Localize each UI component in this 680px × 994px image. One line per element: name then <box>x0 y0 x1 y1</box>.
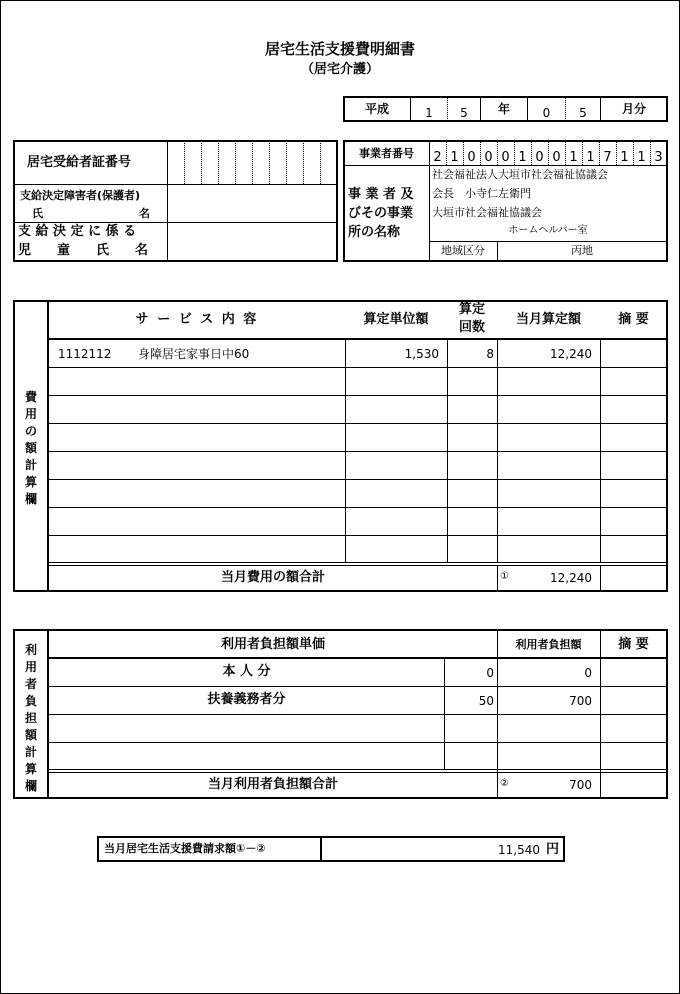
provider-digit: 0 <box>535 150 544 165</box>
provider-digit: 1 <box>586 150 595 165</box>
grid-line <box>49 395 667 396</box>
provider-name-line: ホームヘルパー室 <box>508 225 588 236</box>
header-burden-note: 摘 要 <box>618 637 649 652</box>
count-value: 8 <box>486 347 494 361</box>
provider-digit: 0 <box>552 150 561 165</box>
dependent-share-label: 扶養義務者分 <box>207 692 286 707</box>
provider-name-line: 大垣市社会福祉協議会 <box>432 206 542 219</box>
circled-1-mark: ① <box>500 571 509 582</box>
child-label: 支 給 決 定 に 係 る <box>18 224 137 239</box>
grid-line <box>600 566 601 591</box>
header-unit: 算定単位額 <box>363 312 429 327</box>
provider-digit: 1 <box>620 150 629 165</box>
unit-value: 1,530 <box>404 347 439 361</box>
grid-line <box>49 423 667 424</box>
header-service: サ ー ビ ス 内 容 <box>135 312 259 327</box>
page-title: 居宅生活支援費明細書 <box>264 40 415 58</box>
claim-value: 11,540 <box>498 843 540 857</box>
dependent-share-unit: 50 <box>478 694 494 708</box>
service-name: 身障居宅家事日中60 <box>138 347 250 361</box>
page-subtitle: （居宅介護） <box>300 62 379 77</box>
grid-line <box>49 565 667 566</box>
grid-line <box>497 566 498 591</box>
grid-line <box>49 507 667 508</box>
provider-name-line: 社会福祉法人大垣市社会福祉協議会 <box>432 168 608 181</box>
grid-line <box>49 714 667 715</box>
provider-name-label: びその事業 <box>348 206 414 221</box>
grid-line <box>49 742 667 743</box>
grid-line <box>49 772 667 773</box>
self-share-amount: 0 <box>584 666 592 680</box>
cost-side-label: 費 用 の 額 計 算 欄 <box>24 390 37 506</box>
yen-unit: 円 <box>546 842 560 857</box>
grid-line <box>49 535 667 536</box>
grid-line <box>49 479 667 480</box>
header-note: 摘 要 <box>618 312 649 327</box>
region-label: 地域区分 <box>441 244 485 257</box>
burden-side-label: 利 用 者 負 担 額 計 算 欄 <box>24 643 37 793</box>
provider-digit: 1 <box>569 150 578 165</box>
grid-line <box>49 562 667 563</box>
year-label: 年 <box>497 102 510 116</box>
person-label: 支給決定障害者(保護者) <box>20 189 141 202</box>
cost-total-label: 当月費用の額合計 <box>220 570 325 585</box>
provider-digit: 2 <box>433 150 442 165</box>
cost-total-value: 12,240 <box>550 571 592 585</box>
cost-table <box>13 300 668 592</box>
month-label: 月分 <box>621 102 646 116</box>
provider-digit: 3 <box>654 150 663 165</box>
grid-line <box>49 769 667 770</box>
provider-name-line: 会長 小寺仁左衛門 <box>432 187 531 200</box>
provider-name-label: 所の名称 <box>348 225 401 240</box>
year-digit: 5 <box>460 106 468 120</box>
cert-number-label: 居宅受給者証番号 <box>27 155 132 170</box>
grid-line <box>49 686 667 687</box>
header-amount: 当月算定額 <box>515 312 581 327</box>
month-digit: 5 <box>579 106 587 120</box>
circled-2-mark: ② <box>500 778 509 789</box>
provider-number-label: 事業者番号 <box>359 147 414 160</box>
claim-label: 当月居宅生活支援費請求額①－② <box>104 842 266 855</box>
self-share-label: 本 人 分 <box>222 664 271 679</box>
provider-digit: 1 <box>450 150 459 165</box>
burden-total-value: 700 <box>569 778 592 792</box>
provider-digit: 0 <box>484 150 493 165</box>
person-label-b: 名 <box>139 207 150 220</box>
provider-digit: 0 <box>467 150 476 165</box>
header-count-2: 回数 <box>458 320 485 335</box>
grid-line <box>49 367 667 368</box>
child-label: 児 童 氏 名 <box>18 243 149 258</box>
provider-digit: 1 <box>637 150 646 165</box>
service-code: 1112112 <box>58 347 112 361</box>
person-label-a: 氏 <box>32 207 43 220</box>
provider-digit: 1 <box>518 150 527 165</box>
month-digit: 0 <box>542 106 551 120</box>
provider-name-label: 事 業 者 及 <box>348 187 414 202</box>
header-count-1: 算定 <box>458 302 485 317</box>
year-digit: 1 <box>425 106 433 120</box>
era-label: 平成 <box>364 102 389 116</box>
header-burden-unit: 利用者負担額単価 <box>220 637 325 652</box>
grid-line <box>49 451 667 452</box>
region-value: 丙地 <box>571 244 593 257</box>
self-share-unit: 0 <box>486 666 494 680</box>
dependent-share-amount: 700 <box>569 694 592 708</box>
amount-value: 12,240 <box>550 347 592 361</box>
header-burden-amount: 利用者負担額 <box>515 638 582 651</box>
provider-digit: 7 <box>603 150 612 165</box>
provider-digit: 0 <box>501 150 510 165</box>
burden-total-label: 当月利用者負担額合計 <box>207 777 338 792</box>
